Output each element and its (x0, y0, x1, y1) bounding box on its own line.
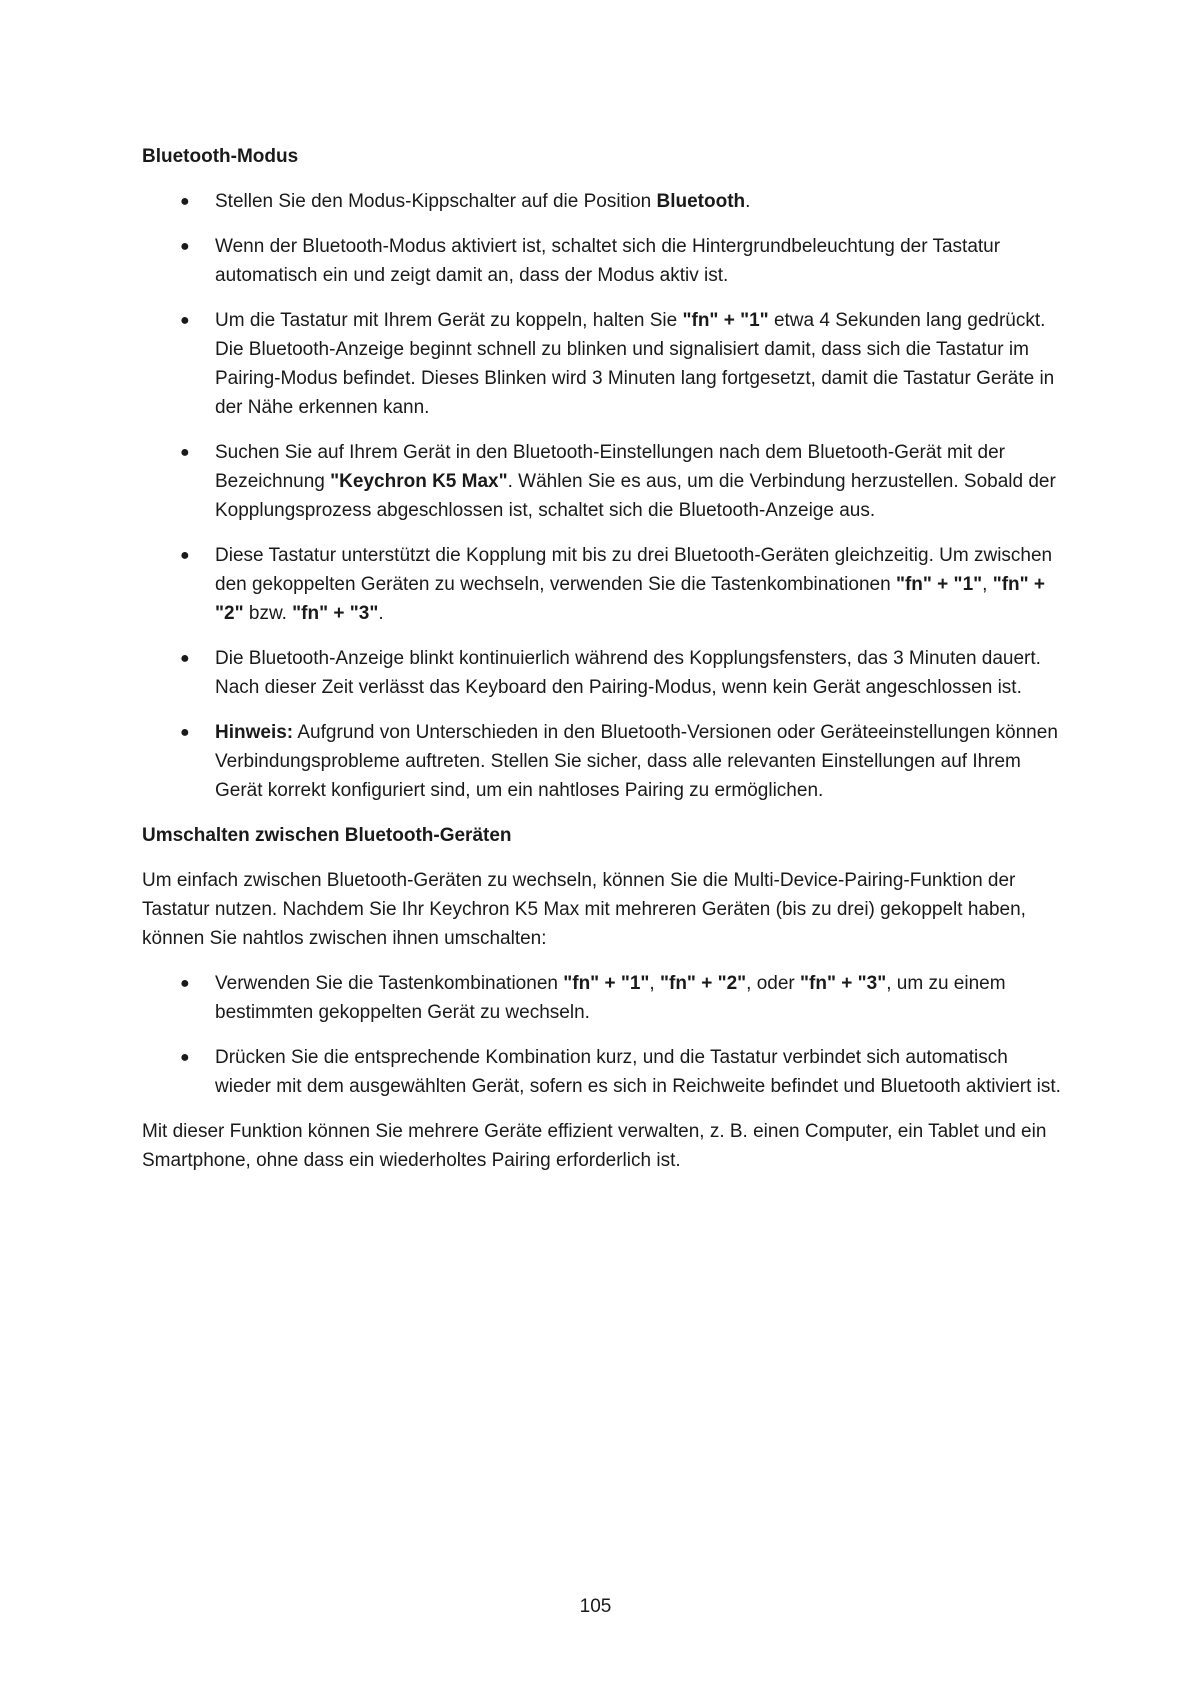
list-item (142, 438, 1062, 525)
bold-text: "fn" + "1" (682, 310, 769, 331)
bold-text: "fn" + "3" (800, 973, 887, 994)
bold-text: "fn" + "2" (215, 574, 1046, 624)
section-heading-bluetooth-mode: Bluetooth-Modus (142, 146, 299, 167)
text-segment: Drücken Sie die entsprechende Kombination kurz, und die Tastatur verbindet sich automatisch wieder mit dem ausgewählten Gerät, sofern es sich in Reichweite befindet und Bluetooth aktiviert ist. (215, 1047, 1061, 1097)
switch-devices-outro: Mit dieser Funktion können Sie mehrere Geräte effizient verwalten, z. B. einen Computer, ein Tablet und ein Smartphone, ohne dass ein wiederholtes Pairing erforderlich ist. (142, 1121, 1047, 1171)
bullet-icon: ● (180, 724, 190, 741)
list-item (142, 541, 1062, 628)
bold-text: "Keychron K5 Max" (330, 471, 508, 492)
bullet-icon: ● (180, 193, 190, 210)
text-segment: , (649, 973, 660, 994)
bullet-icon: ● (180, 1049, 190, 1066)
text-segment: Stellen Sie den Modus-Kippschalter auf die Position (215, 191, 657, 212)
list-item (142, 718, 1062, 805)
list-item (142, 644, 1062, 702)
bullet-icon: ● (180, 312, 190, 329)
text-segment: , oder (746, 973, 801, 994)
text-segment: etwa 4 Sekunden lang gedrückt. Die Bluetooth-Anzeige beginnt schnell zu blinken und signalisiert damit, dass sich die Tastatur im Pairing-Modus befindet. Dieses Blinken wird 3 Minuten lang fortgesetzt, damit die Tastatur Geräte in der Nähe erkennen kann. (215, 310, 1055, 418)
text-segment: Um die Tastatur mit Ihrem Gerät zu koppeln, halten Sie (215, 310, 683, 331)
text-segment: bzw. (243, 603, 293, 624)
bold-text: Hinweis: (215, 722, 294, 743)
page-number: 105 (579, 1596, 612, 1617)
text-segment: , (982, 574, 993, 595)
section-heading-switch-devices: Umschalten zwischen Bluetooth-Geräten (142, 825, 512, 846)
switch-devices-list (142, 969, 1062, 1101)
bold-text: "fn" + "2" (659, 973, 747, 994)
document-page (142, 142, 1062, 1191)
text-segment: Die Bluetooth-Anzeige blinkt kontinuierlich während des Kopplungsfensters, das 3 Minuten dauert. Nach dieser Zeit verlässt das Keyboard den Pairing-Modus, wenn kein Gerät angeschlossen ist. (215, 648, 1041, 698)
text-segment: , um zu einem bestimmten gekoppelten Gerät zu wechseln. (215, 973, 1006, 1023)
bold-text: Bluetooth (656, 191, 746, 212)
bold-text: "fn" + "3" (292, 603, 379, 624)
text-segment: Wenn der Bluetooth-Modus aktiviert ist, schaltet sich die Hintergrundbeleuchtung der Tastatur automatisch ein und zeigt damit an, dass der Modus aktiv ist. (215, 236, 1001, 286)
text-segment: . (378, 603, 384, 624)
list-item (142, 306, 1062, 422)
list-item (142, 1043, 1062, 1101)
text-segment: . (745, 191, 751, 212)
bullet-icon: ● (180, 238, 190, 255)
bullet-icon: ● (180, 444, 190, 461)
text-segment: . Wählen Sie es aus, um die Verbindung herzustellen. Sobald der Kopplungsprozess abgeschlossen ist, schaltet sich die Bluetooth-Anzeige aus. (215, 471, 1056, 521)
bullet-icon: ● (180, 547, 190, 564)
list-item (142, 232, 1062, 290)
switch-devices-intro: Um einfach zwischen Bluetooth-Geräten zu wechseln, können Sie die Multi-Device-Pairing-Funktion der Tastatur nutzen. Nachdem Sie Ihr Keychron K5 Max mit mehreren Geräten (bis zu drei) gekoppelt haben, können Sie nahtlos zwischen ihnen umschalten: (142, 870, 1026, 949)
list-item (142, 187, 1062, 216)
bold-text: "fn" + "1" (563, 973, 650, 994)
bullet-icon: ● (180, 975, 190, 992)
text-segment: Verwenden Sie die Tastenkombinationen (215, 973, 564, 994)
bluetooth-mode-list (142, 187, 1062, 805)
list-item (142, 969, 1062, 1027)
text-segment: Diese Tastatur unterstützt die Kopplung mit bis zu drei Bluetooth-Geräten gleichzeitig. Um zwischen den gekoppelten Geräten zu wechseln, verwenden Sie die Tastenkombinationen (215, 545, 1053, 595)
bold-text: "fn" + "1" (895, 574, 983, 595)
text-segment: Aufgrund von Unterschieden in den Bluetooth-Versionen oder Geräteeinstellungen können Verbindungsprobleme auftreten. Stellen Sie sicher, dass alle relevanten Einstellungen auf Ihrem Gerät korrekt konfiguriert sind, um ein nahtloses Pairing zu ermöglichen. (215, 722, 1058, 801)
bullet-icon: ● (180, 650, 190, 667)
text-segment: Suchen Sie auf Ihrem Gerät in den Bluetooth-Einstellungen nach dem Bluetooth-Gerät mit der Bezeichnung (215, 442, 1006, 492)
